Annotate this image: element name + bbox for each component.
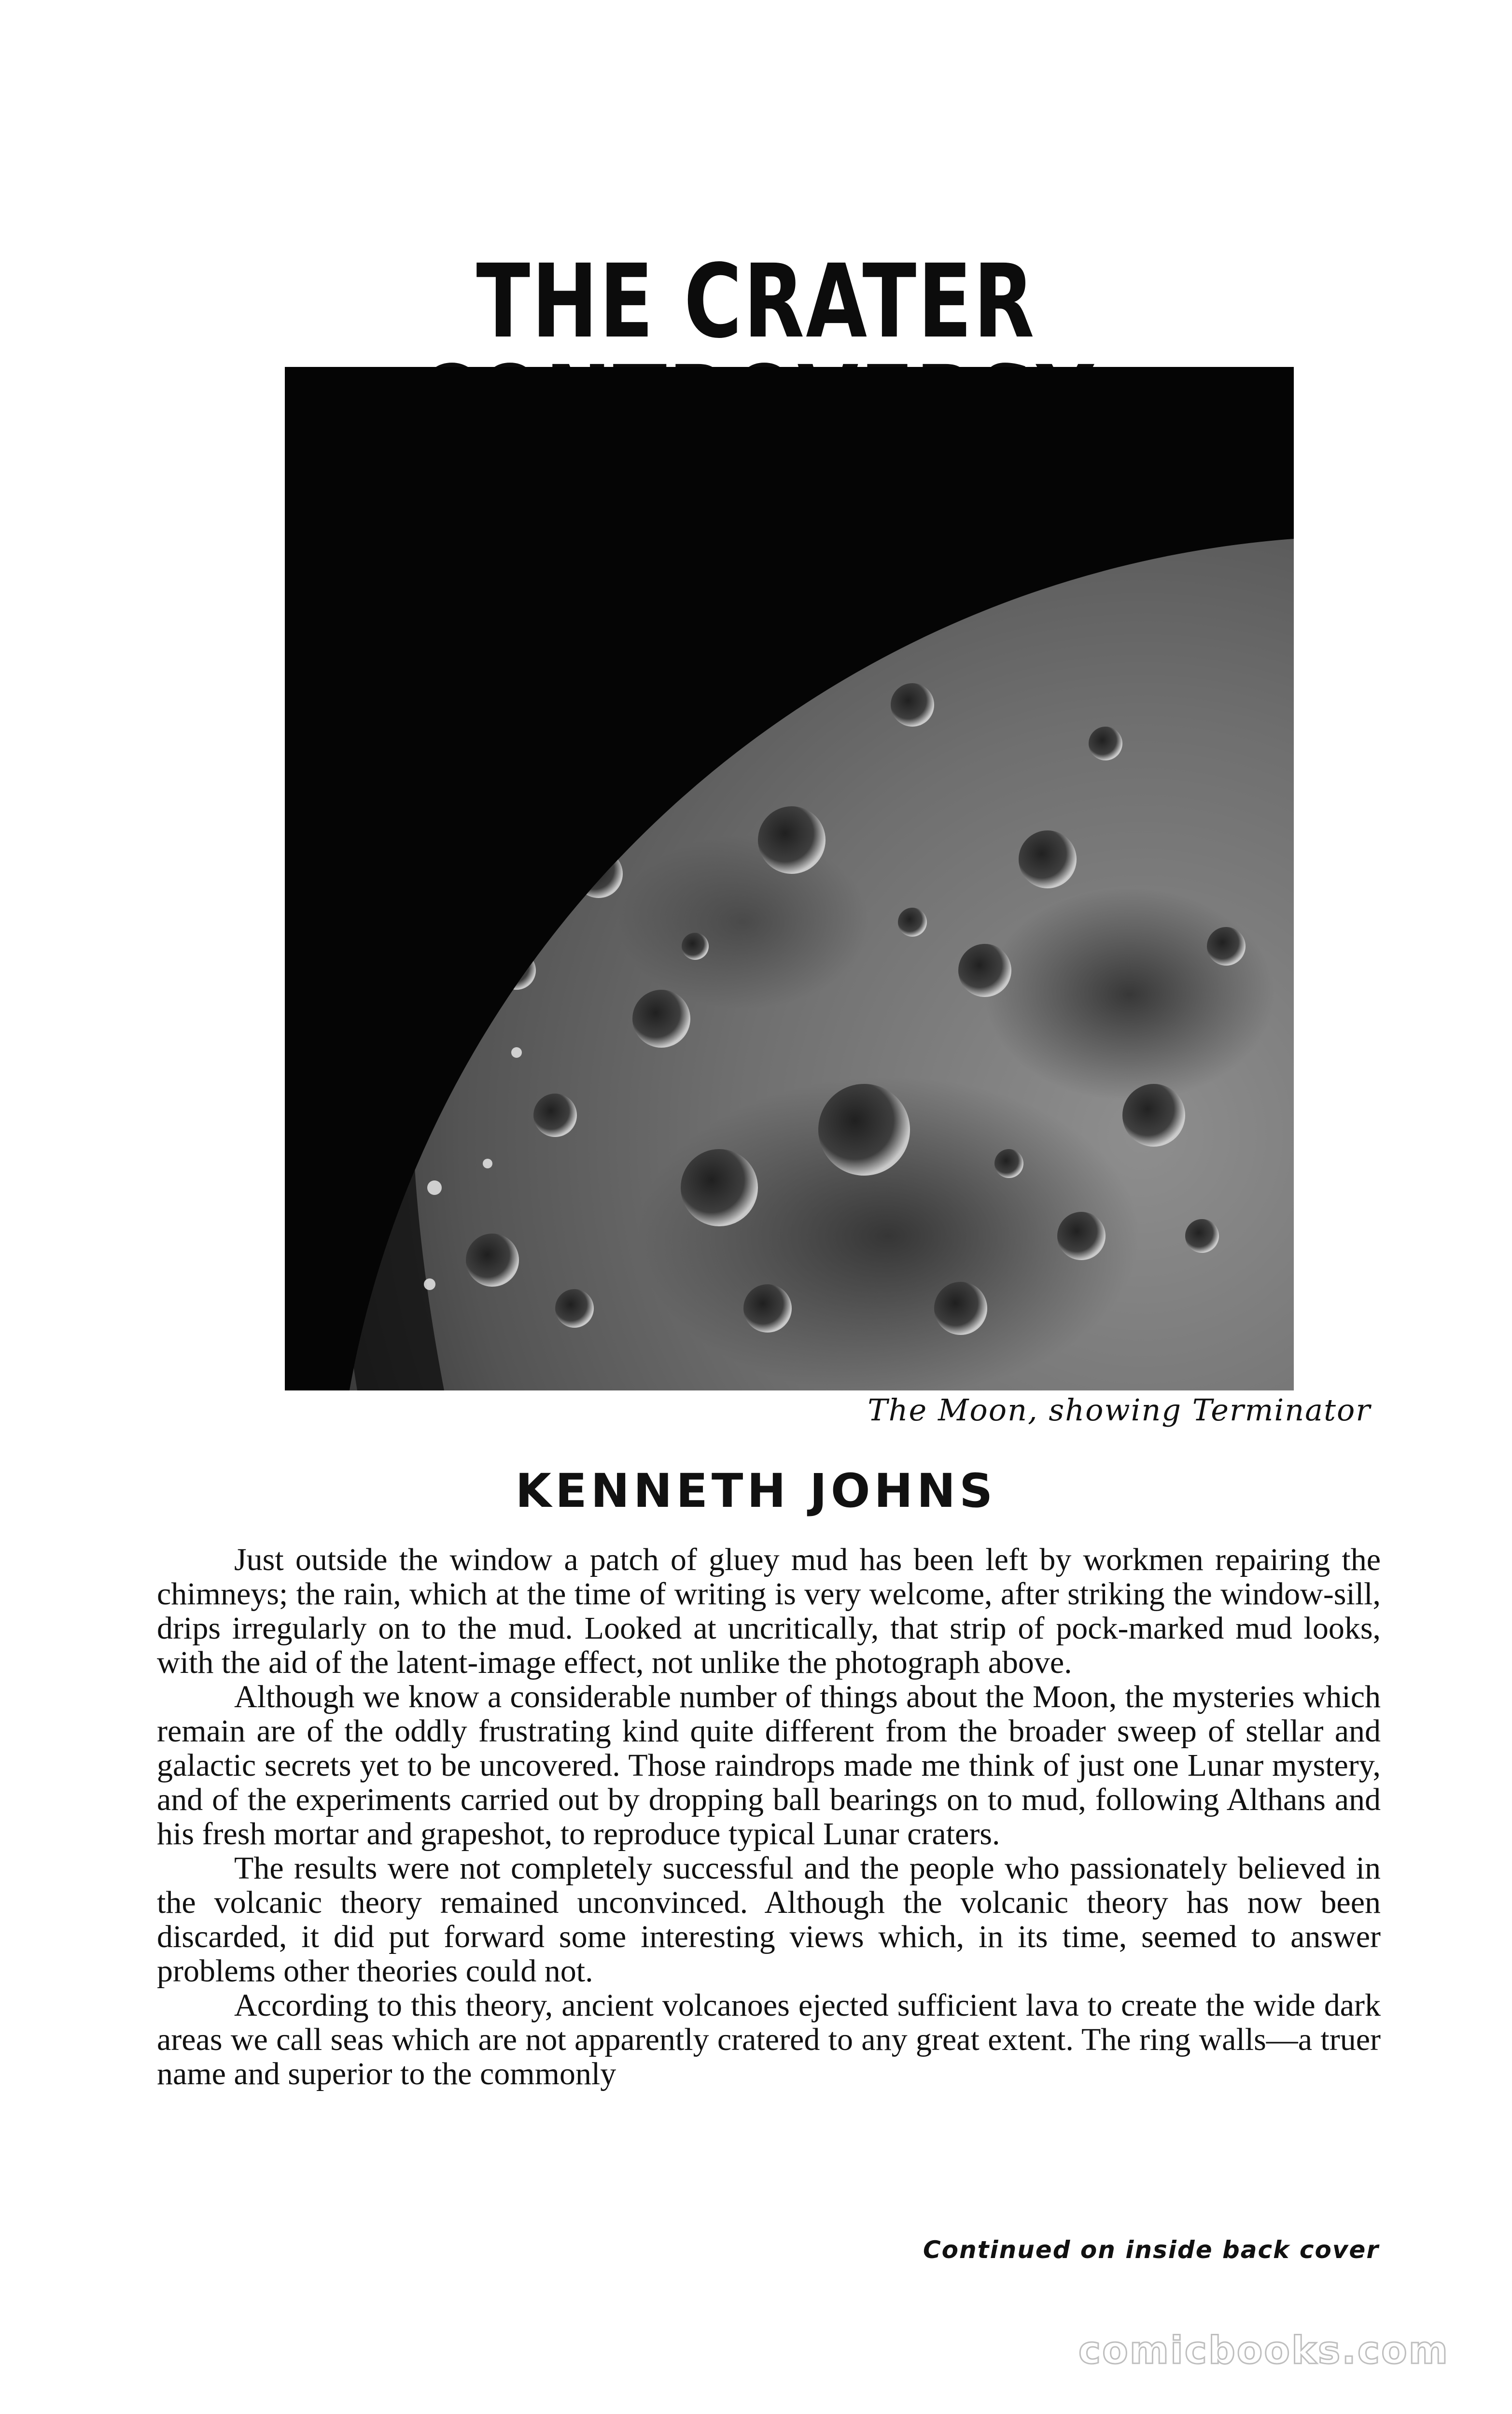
body-paragraph: Just outside the window a patch of gluey mud has been left by workmen repairing the chimneys; the rain, which at the time of writing is very welcome, after striking the window-sill, drips irregularly on to the mud. Looked at uncritically, that strip of pock-marked mud looks, with the aid of the latent-image effect, not unlike the photograph above. [157,1542,1381,1680]
photo-caption: The Moon, showing Terminator [868,1392,1371,1428]
body-paragraph: Although we know a considerable number of things about the Moon, the mysteries which remain are of the oddly frustrating kind quite different from the broader sweep of stellar and galactic secrets yet to be uncovered. Those raindrops made me think of just one Lunar mystery, and of the experiments carried out by dropping ball bearings on to mud, following Althans and his fresh mortar and grapeshot, to reproduce typical Lunar craters. [157,1679,1381,1852]
body-paragraph: According to this theory, ancient volcanoes ejected sufficient lava to create the wide dark areas we call seas which are not apparently cratered to any great extent. The ring walls—a truer name and superior to the commonly [157,1988,1381,2091]
author-byline: KENNETH JOHNS [515,1464,997,1518]
moon-terminator-image [285,367,1294,1390]
continued-note: Continued on inside back cover [923,2236,1379,2264]
moon-photograph [285,367,1294,1390]
article-title: THE CRATER [476,242,1036,361]
body-paragraph: The results were not completely successful and the people who passionately believed in the volcanic theory remained unconvinced. Although the volcanic theory has now been discarded, it did put forward some interesting views which, in its time, seemed to answer problems other theories could not. [157,1851,1381,1989]
site-watermark: comicbooks.com [1078,2329,1449,2372]
article-body [157,1543,1381,2091]
